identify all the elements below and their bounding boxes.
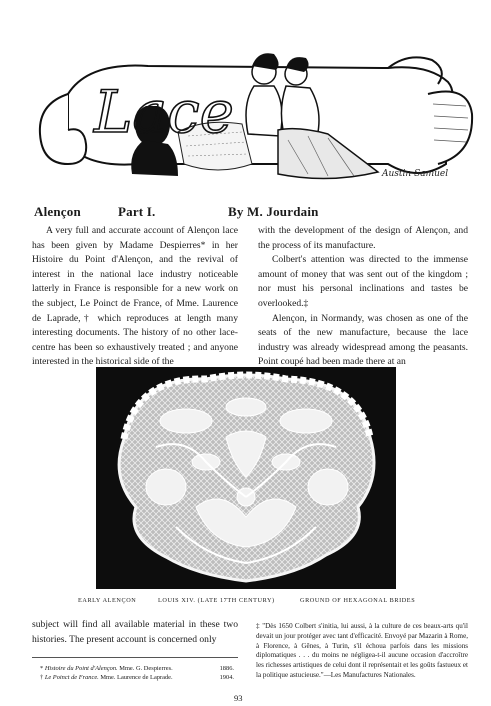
page-number: 93 (234, 693, 243, 703)
right-paragraph-3: Alençon, in Normandy, was chosen as one of the seats of the new manufacture, because the lace industry was already widespread among the peasants. Point coupé had been made there at an (258, 312, 468, 368)
footnote-2 (40, 673, 238, 682)
article-part: Part I. (118, 204, 156, 219)
footnote-author: Mme. G. Despierres. (119, 665, 173, 672)
caption-right: GROUND OF HEXAGONAL BRIDES (300, 597, 416, 604)
figure-caption (60, 597, 420, 609)
french-quote-footnote: ‡ "Dès 1650 Colbert s'initia, lui aussi, à la culture de ces beaux-arts qu'il devait un jour protéger avec tant d'efficacité. Envoyé par Mazarin à Rome, à Florence, à Gênes, à Turin, s'il échoua parfois dans les missions diplomatiques . . . du moins ne négligea-t-il aucune occasion d'accroître les richesses artistiques de celui dont il représentait et les goûts fastueux et la politique astucieuse."—Les Manufactures Nationales. (256, 622, 468, 679)
right-column (258, 224, 468, 370)
right-paragraph-2: Colbert's attention was directed to the immense amount of money that was sent out of the kingdom ; nor must his personal inclinations and tastes be overlooked.‡ (258, 254, 468, 309)
footnote-year: 1904. (219, 674, 234, 681)
footnote-mark: * (40, 665, 44, 672)
footnote-divider (32, 657, 238, 658)
caption-middle: LOUIS XIV. (LATE 17TH CENTURY) (158, 597, 275, 604)
caption-left: EARLY ALENÇON (78, 597, 137, 604)
illustrator-signature: Austin Samuel (382, 169, 449, 179)
footnote-1 (40, 664, 238, 673)
header-script-title: Lace (94, 78, 234, 146)
left-column (32, 224, 238, 370)
footnote-mark: † (40, 674, 44, 681)
lace-photograph (96, 367, 396, 589)
left-paragraph: A very full and accurate account of Alençon lace has been given by Madame Despierres* in her Histoire du Point d'Alençon, and the revival of interest in the national lace industry noticeable latterly in France is responsible for a new work on the subject, Le Poinct de France, of Mme. Laurence de Laprade,† which reproduces at length many interesting documents. The history of no other lace-centre has been so exhaustively treated ; and anyone interested in the historical side of the (32, 225, 238, 368)
header-illustration (28, 14, 480, 192)
footnote-year: 1886. (219, 665, 234, 672)
footnotes (40, 664, 238, 682)
article-byline: By M. Jourdain (228, 204, 319, 219)
footnote-work: Le Poinct de France. (44, 674, 99, 681)
lower-left-paragraph: subject will find all available material in these two histories. The present account is concerned only (32, 619, 238, 645)
right-paragraph-1: with the development of the design of Alençon, and the process of its manufacture. (258, 225, 468, 251)
footnote-author: Mme. Laurence de Laprade. (100, 674, 173, 681)
article-title: Alençon (34, 204, 81, 219)
article-title-line (32, 204, 462, 222)
footnote-work: Histoire du Point d'Alençon. (44, 665, 118, 672)
